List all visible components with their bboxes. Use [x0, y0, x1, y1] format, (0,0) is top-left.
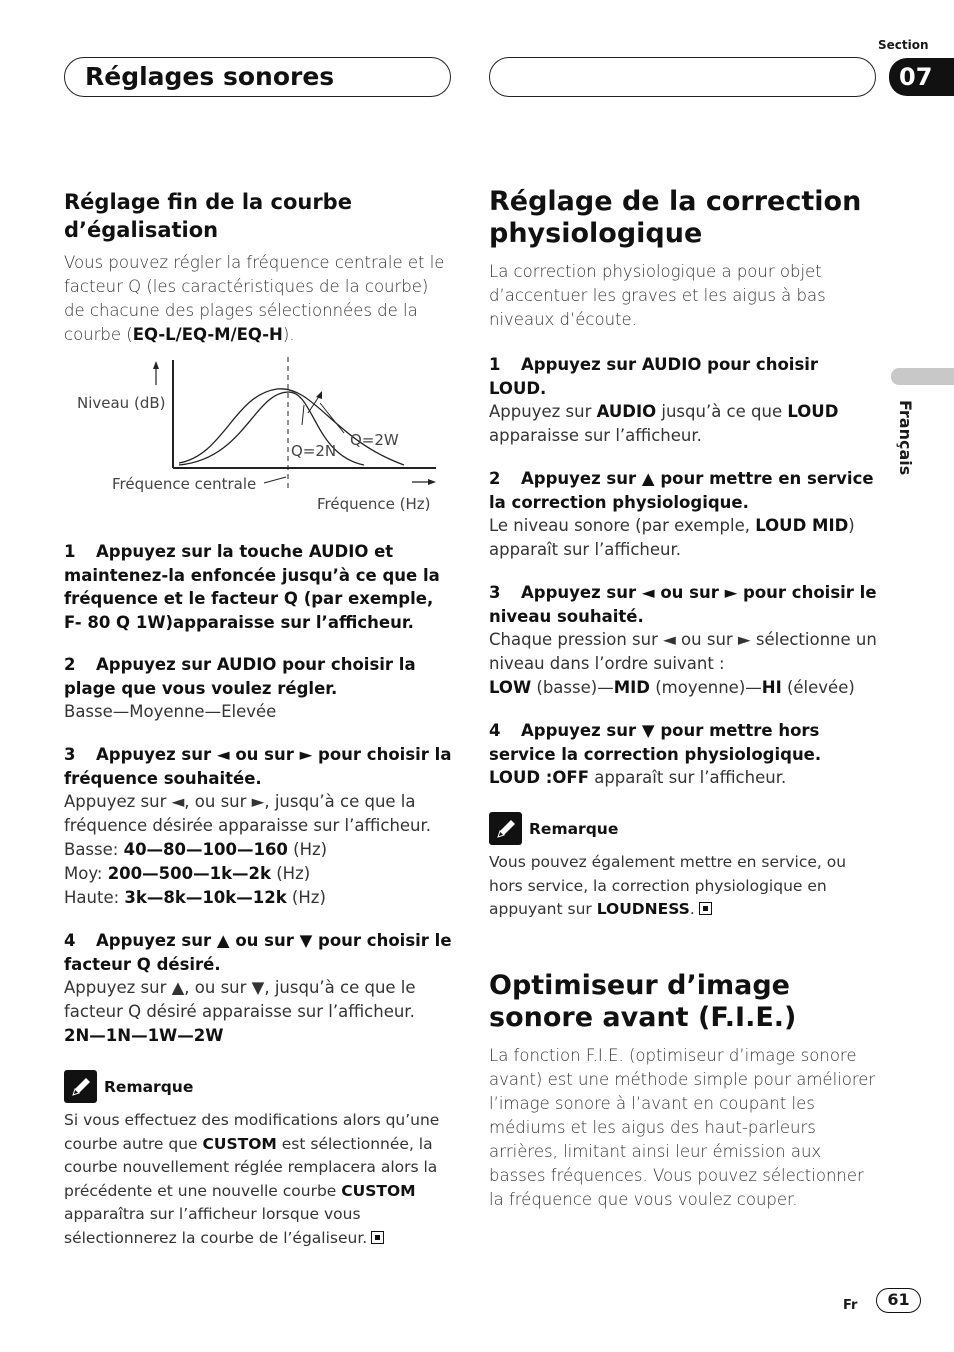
- pencil-note-icon: [489, 812, 522, 845]
- right-step-1: 1 Appuyez sur AUDIO pour choisir LOUD. Appuyez sur AUDIO jusqu’à ce que LOUD apparaisse sur l’afficheur.: [489, 355, 839, 445]
- frequency-label: Fréquence (Hz): [317, 495, 431, 513]
- q2n-label: Q=2N: [291, 442, 337, 460]
- footer-language: Fr: [843, 1298, 858, 1313]
- note-title: Remarque: [529, 819, 619, 838]
- x-axis-arrowhead: [428, 479, 436, 485]
- left-step-2: 2 Appuyez sur AUDIO pour choisir la plage que vous voulez régler. Basse—Moyenne—Elevée: [64, 655, 416, 721]
- end-mark-icon: [371, 1231, 384, 1244]
- right-column: [489, 186, 879, 1212]
- left-steps: [64, 540, 454, 1250]
- note-title: Remarque: [104, 1077, 194, 1096]
- q2n-pointer: [302, 405, 304, 425]
- right-step-2: 2 Appuyez sur ▲ pour mettre en service la correction physiologique. Le niveau sonore (par exemple, LOUD MID) apparaît sur l’afficheur.: [489, 469, 874, 559]
- curve-q2n: [179, 392, 364, 465]
- left-step-1: 1 Appuyez sur la touche AUDIO et maintenez-la enfoncée jusqu’à ce que la fréquence et le facteur Q (par exemple, F- 80 Q 1W)apparaisse sur l’afficheur.: [64, 542, 440, 632]
- language-tab-bar: [891, 368, 954, 385]
- note-text: Vous pouvez également mettre en service, ou hors service, la correction physiologique en appuyant sur LOUDNESS.: [489, 853, 847, 918]
- page-number: 61: [876, 1288, 921, 1313]
- right-note: [489, 812, 879, 922]
- left-step-4: 4 Appuyez sur ▲ ou sur ▼ pour choisir le facteur Q désiré. Appuyez sur ▲, ou sur ▼, jusqu’à ce que le facteur Q désiré apparaisse sur l’afficheur. 2N—1N—1W—2W: [64, 931, 452, 1045]
- section-label: Section: [878, 38, 929, 52]
- header-empty-pill: [489, 57, 876, 97]
- right-step-4: 4 Appuyez sur ▼ pour mettre hors service la correction physiologique. LOUD :OFF apparaît sur l’afficheur.: [489, 721, 822, 787]
- y-axis-arrowhead: [153, 361, 159, 369]
- note-text: Si vous effectuez des modifications alors qu’une courbe autre que CUSTOM est sélectionnée, la courbe nouvellement réglée remplacera alors la précédente et une nouvelle courbe CUSTOM apparaîtra sur l’afficheur lorsque vous sélectionnerez la courbe de l’égaliseur.: [64, 1111, 440, 1247]
- section-number-badge: 07: [889, 58, 954, 96]
- language-tab-label: Français: [896, 400, 915, 476]
- left-intro: Vous pouvez régler la fréquence centrale et le facteur Q (les caractéristiques de la courbe) de chacune des plages sélectionnées de la courbe (EQ-L/EQ-M/EQ-H).: [64, 253, 445, 344]
- header-title-pill: [64, 57, 451, 97]
- q2w-pointer: [320, 403, 344, 433]
- fie-heading: Optimiseur d’image sonore avant (F.I.E.): [489, 969, 797, 1033]
- level-label: Niveau (dB): [77, 394, 166, 412]
- loudness-intro: La correction physiologique a pour objet d’accentuer les graves et les aigus à bas niveaux d’écoute.: [489, 262, 826, 329]
- pencil-note-icon: [64, 1070, 97, 1103]
- page-section-title: Réglages sonores: [85, 62, 335, 91]
- eq-curve-diagram: [64, 355, 454, 525]
- q2w-label: Q=2W: [350, 431, 399, 449]
- loudness-heading: Réglage de la correction physiologique: [489, 186, 862, 249]
- left-note: [64, 1070, 454, 1250]
- center-label-pointer: [264, 477, 286, 483]
- fie-intro: La fonction F.I.E. (optimiseur d’image sonore avant) est une méthode simple pour améliorer l’image sonore à l’avant en coupant les médiums et les aigus des haut-parleurs arrières, limitant ainsi leur émission aux basses fréquences. Vous pouvez sélectionner la fréquence que vous voulez couper.: [489, 1045, 876, 1209]
- left-column: [64, 188, 454, 347]
- left-heading: Réglage fin de la courbe d’égalisation: [64, 190, 352, 242]
- end-mark-icon: [699, 902, 712, 915]
- q-arrowhead: [316, 391, 322, 399]
- center-frequency-label: Fréquence centrale: [112, 475, 257, 493]
- right-step-3: 3 Appuyez sur ◄ ou sur ► pour choisir le niveau souhaité. Chaque pression sur ◄ ou sur ► sélectionne un niveau dans l’ordre suivant : LOW (basse)—MID (moyenne)—HI (élevée): [489, 583, 877, 697]
- left-step-3: 3 Appuyez sur ◄ ou sur ► pour choisir la fréquence souhaitée. Appuyez sur ◄, ou sur ►, jusqu’à ce que la fréquence désirée apparaisse sur l’afficheur. Basse: 40—80—100—160 (Hz) Moy: 200—500—1k—2k (Hz) Haute: 3k—8k—10k—12k (Hz): [64, 745, 452, 907]
